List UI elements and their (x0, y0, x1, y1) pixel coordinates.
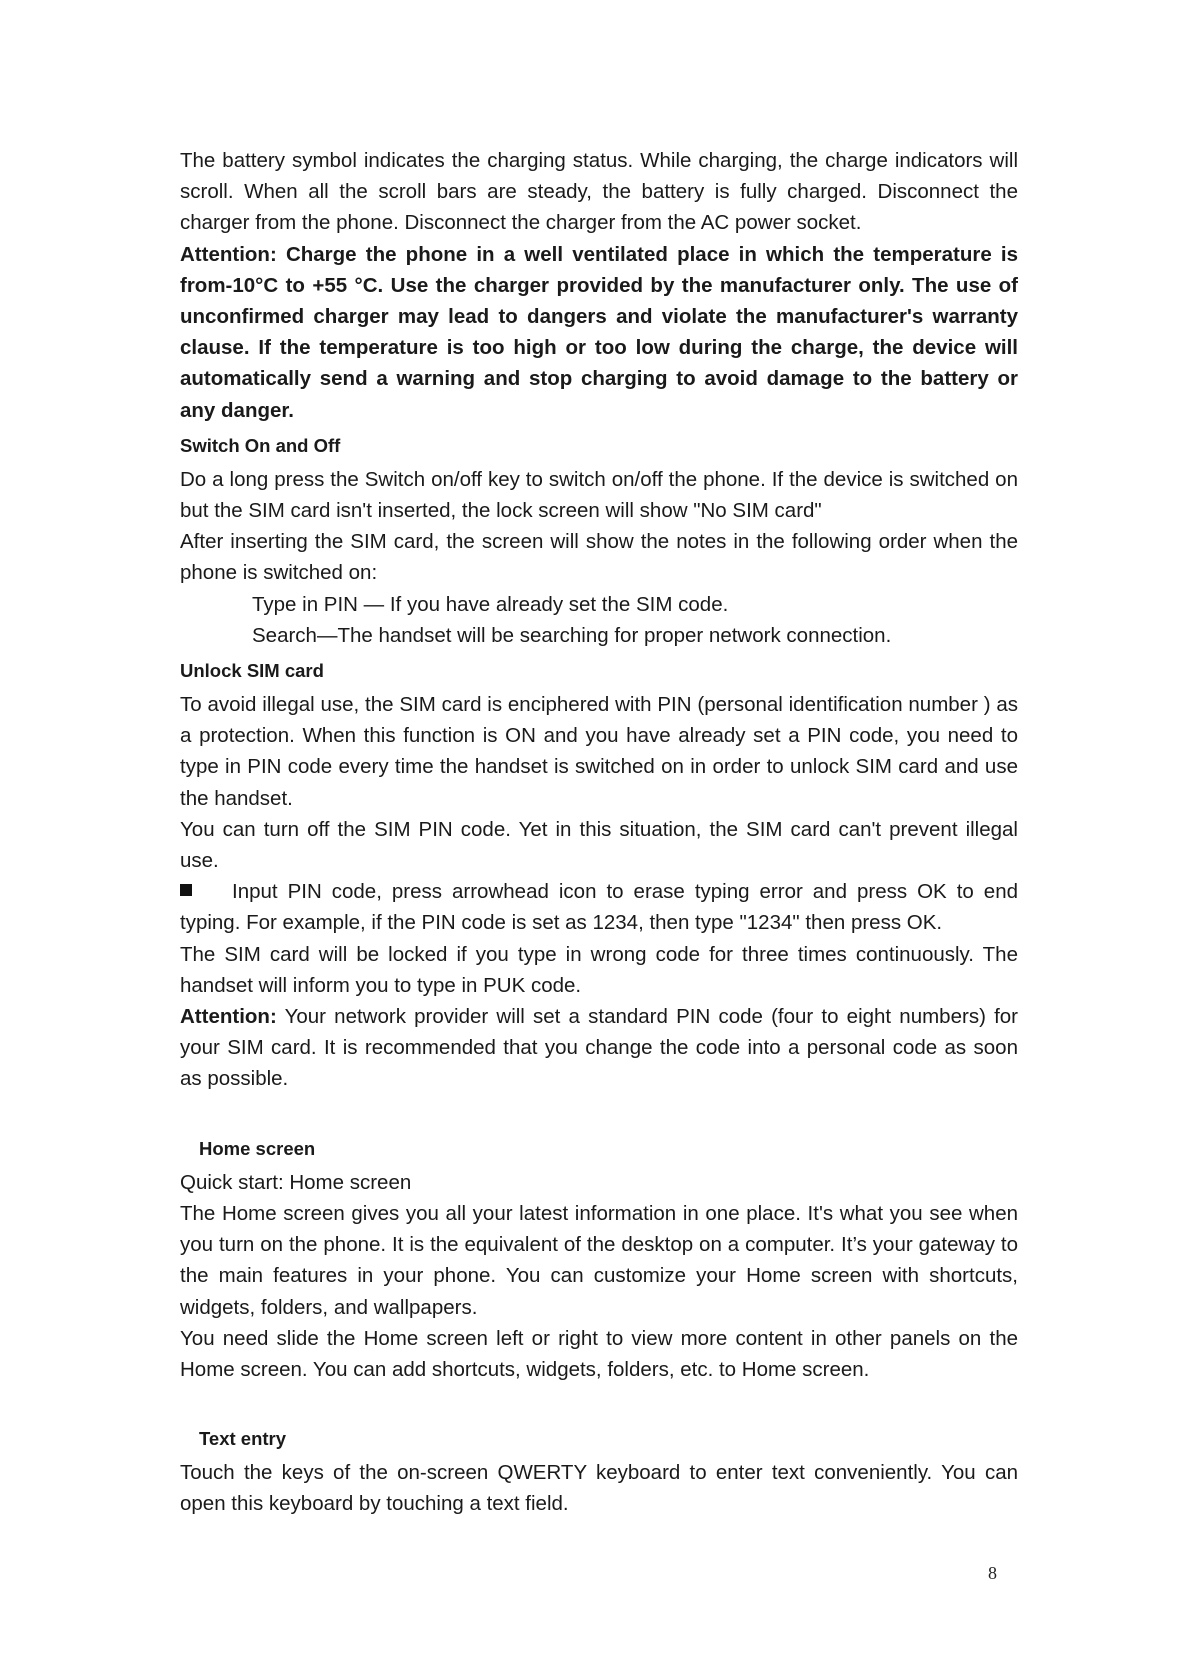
unlock-bullet-text: Input PIN code, press arrowhead icon to erase typing error and press OK to end typing. For example, if the PIN code is set as 1234, then type "1234" then press OK. (180, 880, 1018, 935)
home-heading: Home screen (199, 1137, 316, 1159)
text-entry-paragraph: Touch the keys of the on-screen QWERTY keyboard to enter text conveniently. You can open this keyboard by touching a text field. (180, 1461, 1018, 1516)
switch-heading: Switch On and Off (180, 434, 341, 456)
unlock-attention-text: Your network provider will set a standard PIN code (four to eight numbers) for your SIM card. It is recommended that you change the code into a personal code as soon as possible. (180, 1005, 1018, 1091)
unlock-bullet-item (180, 876, 1018, 938)
document-body (180, 145, 1018, 1520)
home-paragraph-3: You need slide the Home screen left or right to view more content in other panels on the Home screen. You can add shortcuts, widgets, folders, etc. to Home screen. (180, 1326, 1018, 1381)
charging-paragraph: The battery symbol indicates the charging status. While charging, the charge indicators will scroll. When all the scroll bars are steady, the battery is fully charged. Disconnect the charger from the phone. Disconnect the charger from the AC power socket. (180, 149, 1018, 235)
page-number: 8 (988, 1563, 997, 1583)
unlock-attention (180, 1001, 1018, 1095)
unlock-attention-label: Attention: (180, 1005, 277, 1029)
unlock-heading: Unlock SIM card (180, 660, 324, 682)
text-entry-heading: Text entry (199, 1428, 287, 1450)
switch-item-pin: Type in PIN — If you have already set the SIM code. (252, 592, 729, 616)
square-bullet-icon (180, 884, 192, 896)
unlock-paragraph-1: To avoid illegal use, the SIM card is enciphered with PIN (personal identification number ) as a protection. When this function is ON and you have already set a PIN code, you need to type in PIN code every time the handset is switched on in order to unlock SIM card and use the handset. (180, 693, 1018, 810)
home-paragraph-2: The Home screen gives you all your latest information in one place. It's what you see when you turn on the phone. It is the equivalent of the desktop on a computer. It’s your gateway to the main features in your phone. You can customize your Home screen with shortcuts, widgets, folders, and wallpapers. (180, 1201, 1018, 1319)
switch-item-search: Search—The handset will be searching for proper network connection. (252, 623, 892, 647)
unlock-paragraph-2: You can turn off the SIM PIN code. Yet in this situation, the SIM card can't prevent illegal use. (180, 817, 1018, 873)
switch-paragraph-1: Do a long press the Switch on/off key to switch on/off the phone. If the device is switched on but the SIM card isn't inserted, the lock screen will show "No SIM card" (180, 467, 1018, 523)
home-paragraph-1: Quick start: Home screen (180, 1170, 412, 1194)
charging-attention: Attention: Charge the phone in a well ventilated place in which the temperature is from-10°C to +55 °C. Use the charger provided by the manufacturer only. The use of unconfirmed charger may lead to dangers and violate the manufacturer's warranty clause. If the temperature is too high or too low during the charge, the device will automatically send a warning and stop charging to avoid damage to the battery or any danger. (180, 242, 1018, 422)
switch-paragraph-2: After inserting the SIM card, the screen will show the notes in the following order when the phone is switched on: (180, 530, 1018, 585)
unlock-paragraph-3: The SIM card will be locked if you type in wrong code for three times continuously. The handset will inform you to type in PUK code. (180, 942, 1018, 997)
